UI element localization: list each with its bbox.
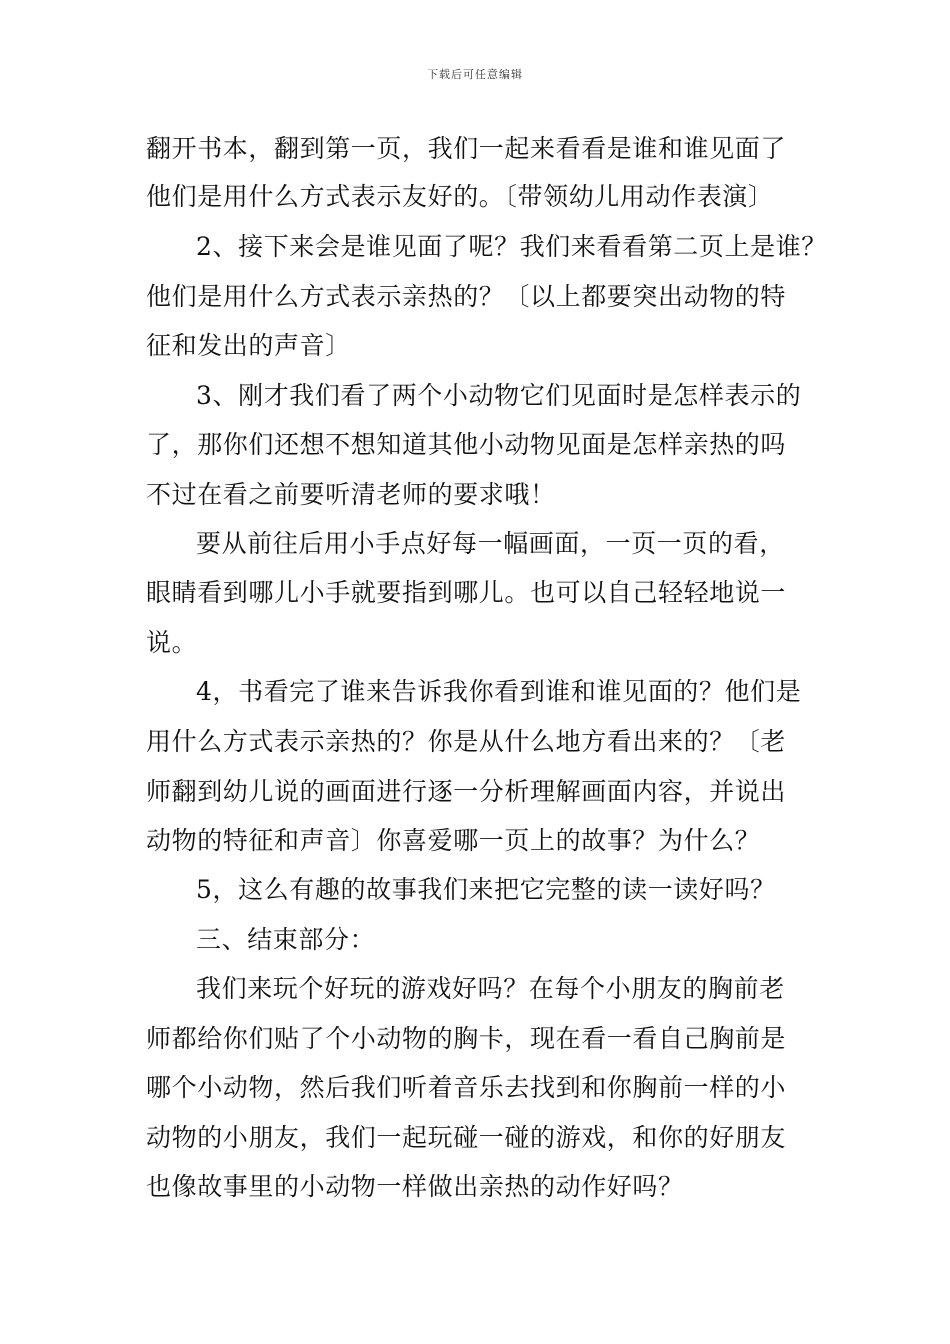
text-line: 动物的特征和声音〕你喜爱哪一页上的故事？为什么？: [146, 826, 761, 855]
text-line: 不过在看之前要听清老师的要求哦！: [146, 480, 556, 509]
text-line: 征和发出的声音〕: [146, 331, 351, 360]
text-line: 三、结束部分：: [196, 925, 376, 954]
text-line: 了，那你们还想不想知道其他小动物见面是怎样亲热的吗: [146, 430, 787, 459]
text-line: 2、接下来会是谁见面了呢？我们来看看第二页上是谁？: [196, 232, 827, 261]
text-line: 动物的小朋友，我们一起玩碰一碰的游戏，和你的好朋友: [146, 1123, 787, 1152]
text-line: 说。: [146, 628, 198, 657]
text-line: 他们是用什么方式表示友好的。〔带领幼儿用动作表演〕: [146, 182, 774, 211]
text-line: 我们来玩个好玩的游戏好吗？在每个小朋友的胸前老: [196, 974, 785, 1003]
text-line: 要从前往后用小手点好每一幅画面，一页一页的看，: [196, 529, 785, 558]
text-line: 3、刚才我们看了两个小动物它们见面时是怎样表示的: [196, 381, 802, 410]
text-line: 师都给你们贴了个小动物的胸卡，现在看一看自己胸前是: [146, 1024, 787, 1053]
text-line: 4，书看完了谁来告诉我你看到谁和谁见面的？他们是: [196, 677, 802, 706]
text-line: 眼睛看到哪儿小手就要指到哪儿。也可以自己轻轻地说一: [146, 578, 787, 607]
text-line: 他们是用什么方式表示亲热的？〔以上都要突出动物的特: [146, 282, 787, 311]
text-line: 用什么方式表示亲热的？你是从什么地方看出来的？〔老: [146, 727, 787, 756]
text-line: 翻开书本，翻到第一页，我们一起来看看是谁和谁见面了: [146, 134, 787, 163]
text-line: 也像故事里的小动物一样做出亲热的动作好吗？: [146, 1172, 684, 1201]
text-line: 5，这么有趣的故事我们来把它完整的读一读好吗？: [196, 875, 776, 904]
page-header: 下载后可任意编辑: [427, 68, 523, 81]
text-line: 哪个小动物，然后我们听着音乐去找到和你胸前一样的小: [146, 1073, 787, 1102]
text-line: 师翻到幼儿说的画面进行逐一分析理解画面内容，并说出: [146, 777, 787, 806]
